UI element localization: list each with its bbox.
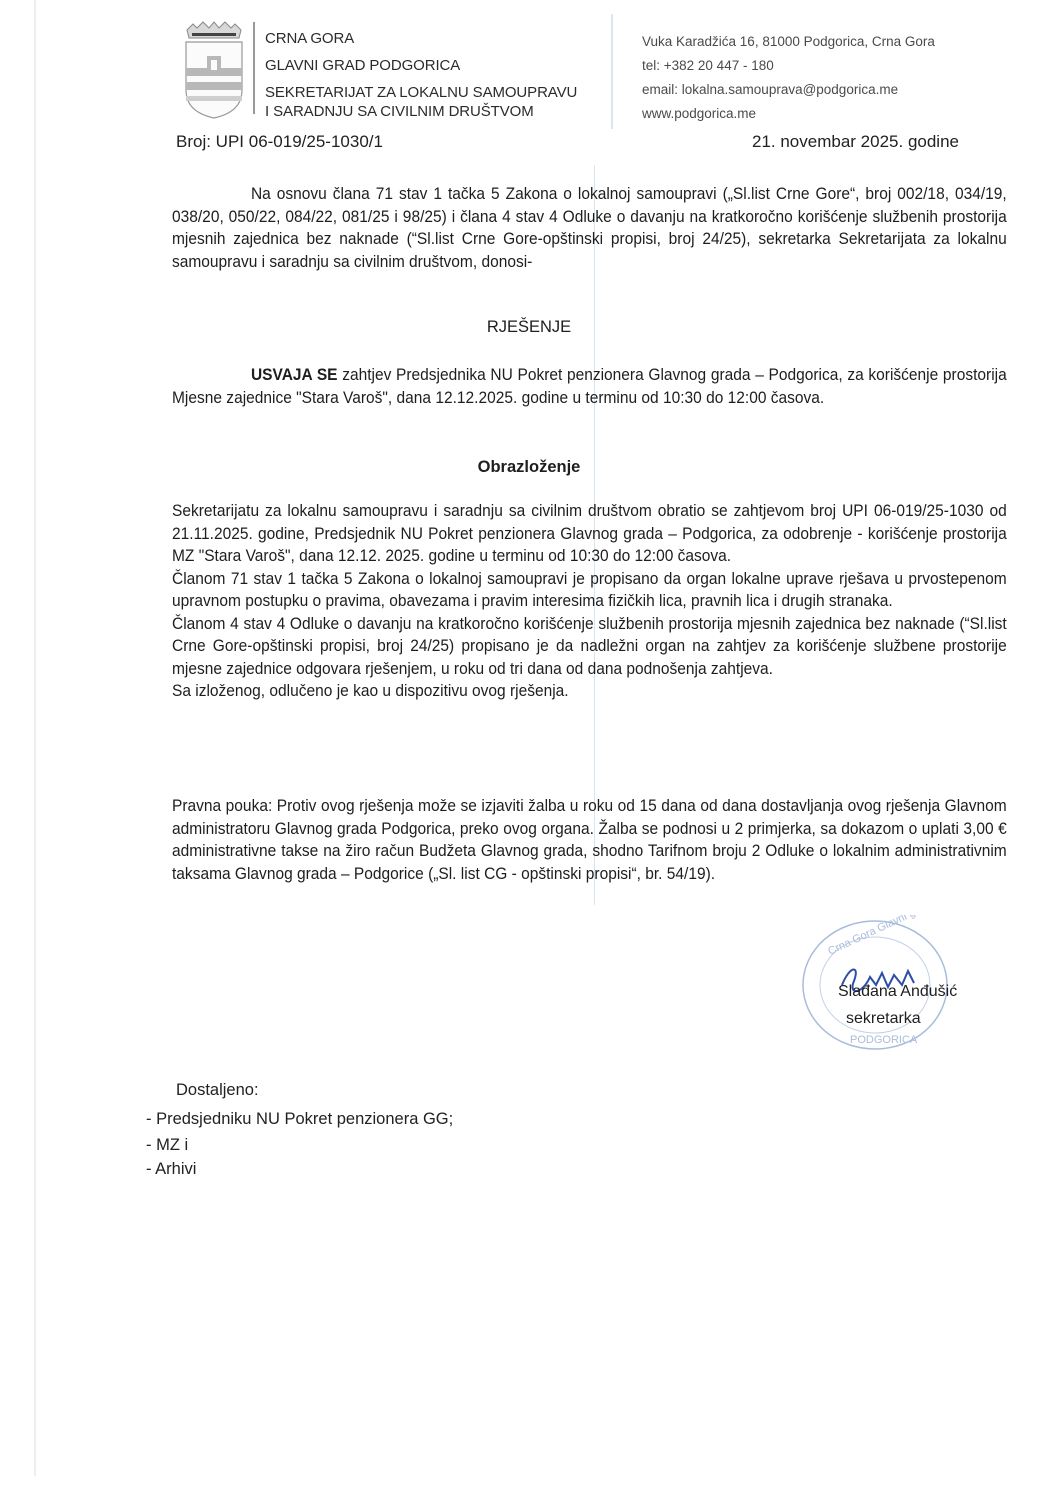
legal-notice-paragraph: Pravna pouka: Protiv ovog rješenja može se izjaviti žalba u roku od 15 dana od dana dostavljanja ovog rješenja Glavnom administratoru Glavnog grada Podgorica, preko ovog organa. Žalba se podnosi u 2 primjerka, sa dokazom o uplati 3,00 € administrativne takse na žiro račun Budžeta Glavnog grada, shodno Tarifnom broju 2 Odluke o lokalnim administrativnim taksama Glavnog grada – Podgorice („Sl. list CG - opštinski propisi“, br. 54/19).: [172, 797, 1007, 883]
distribution-title: Dostaljeno:: [176, 1081, 259, 1099]
header-divider: [253, 22, 255, 114]
reasoning-paragraph: Sekretarijatu za lokalnu samoupravu i saradnju sa civilnim društvom obratio se zahtjevom broj UPI 06-019/25-1030 od 21.11.2025. godine, Predsjednik NU Pokret penzionera Glavnog grada – Podgorica, za odobrenje - korišćenje prostorija MZ "Stara Varoš", dana 12.12. 2025. godine u terminu od 10:30 do 12:00 časova.: [172, 502, 1007, 565]
signatory-name: Slađana Anđušić: [838, 983, 958, 1000]
header-email[interactable]: email: lokalna.samouprava@podgorica.me: [642, 82, 899, 97]
header-secretariat: SEKRETARIJAT ZA LOKALNU SAMOUPRAVU: [265, 84, 578, 101]
decision-paragraph: [172, 364, 1007, 409]
reasoning-paragraph: Članom 71 stav 1 tačka 5 Zakona o lokalnoj samoupravi je propisano da organ lokalne uprave rješava u prvostepenom upravnom postupku o pravima, obavezama i pravim interesima fizičkih lica, pravnih lica i drugih stranaka.: [172, 569, 1007, 610]
signatory-title: sekretarka: [846, 1010, 921, 1027]
header-website[interactable]: www.podgorica.me: [642, 106, 757, 121]
scan-artifact-line: [611, 14, 613, 129]
reasoning-section: [172, 500, 1007, 703]
preamble-paragraph: Na osnovu člana 71 stav 1 tačka 5 Zakona o lokalnoj samoupravi („Sl.list Crne Gore“, broj 002/18, 034/19, 038/20, 050/22, 084/22, 081/25 i 98/25) i člana 4 stav 4 Odluke o davanju na kratkoročno korišćenje službenih prostorija mjesnih zajednica bez naknade (“Sl.list Crne Gore-opštinski propisi, broj 24/25), sekretarka Sekretarijata za lokalnu samoupravu i saradnju sa civilnim društvom, donosi-: [172, 185, 1007, 271]
header-address: Vuka Karadžića 16, 81000 Podgorica, Crna Gora: [642, 34, 935, 49]
decision-text: zahtjev Predsjednika NU Pokret penzionera Glavnog grada – Podgorica, za korišćenje prostorija Mjesne zajednice "Stara Varoš", dana 12.12.2025. godine u terminu od 10:30 do 12:00 časova.: [172, 366, 1007, 407]
header-country: CRNA GORA: [265, 30, 355, 47]
document-number: Broj: UPI 06-019/25-1030/1: [176, 132, 383, 151]
distribution-item: - Arhivi: [146, 1160, 197, 1178]
header-phone: tel: +382 20 447 - 180: [642, 58, 774, 73]
reasoning-paragraph: Članom 4 stav 4 Odluke o davanju na kratkoročno korišćenje službenih prostorija mjesnih zajednica bez naknade (“Sl.list Crne Gore-opštinski propisi, broj 24/25) propisano je da nadležni organ na zahtjev za korišćenje službene prostorije mjesne zajednice odgovara rješenjem, u roku od tri dana od dana podnošenja zahtjeva.: [172, 614, 1007, 678]
distribution-item: - Predsjedniku NU Pokret penzionera GG;: [146, 1110, 454, 1128]
header-city: GLAVNI GRAD PODGORICA: [265, 57, 461, 74]
decision-title: RJEŠENJE: [486, 318, 572, 336]
scan-artifact-line: [34, 0, 36, 1476]
distribution-item: - MZ i: [146, 1136, 189, 1154]
decision-lead: USVAJA SE: [250, 366, 338, 384]
svg-text:Crna Gora Glavni grad: Crna Gora Glavni grad: [826, 915, 932, 958]
header-secretariat-line2: I SARADNJU SA CIVILNIM DRUŠTVOM: [265, 103, 534, 120]
document-date: 21. novembar 2025. godine: [752, 132, 959, 151]
reasoning-title: Obrazloženje: [477, 458, 581, 476]
podgorica-coat-of-arms-icon: [183, 20, 245, 120]
reasoning-paragraph: Sa izloženog, odlučeno je kao u dispozitivu ovog rješenja.: [172, 682, 569, 700]
svg-text:PODGORICA: PODGORICA: [850, 1034, 918, 1046]
